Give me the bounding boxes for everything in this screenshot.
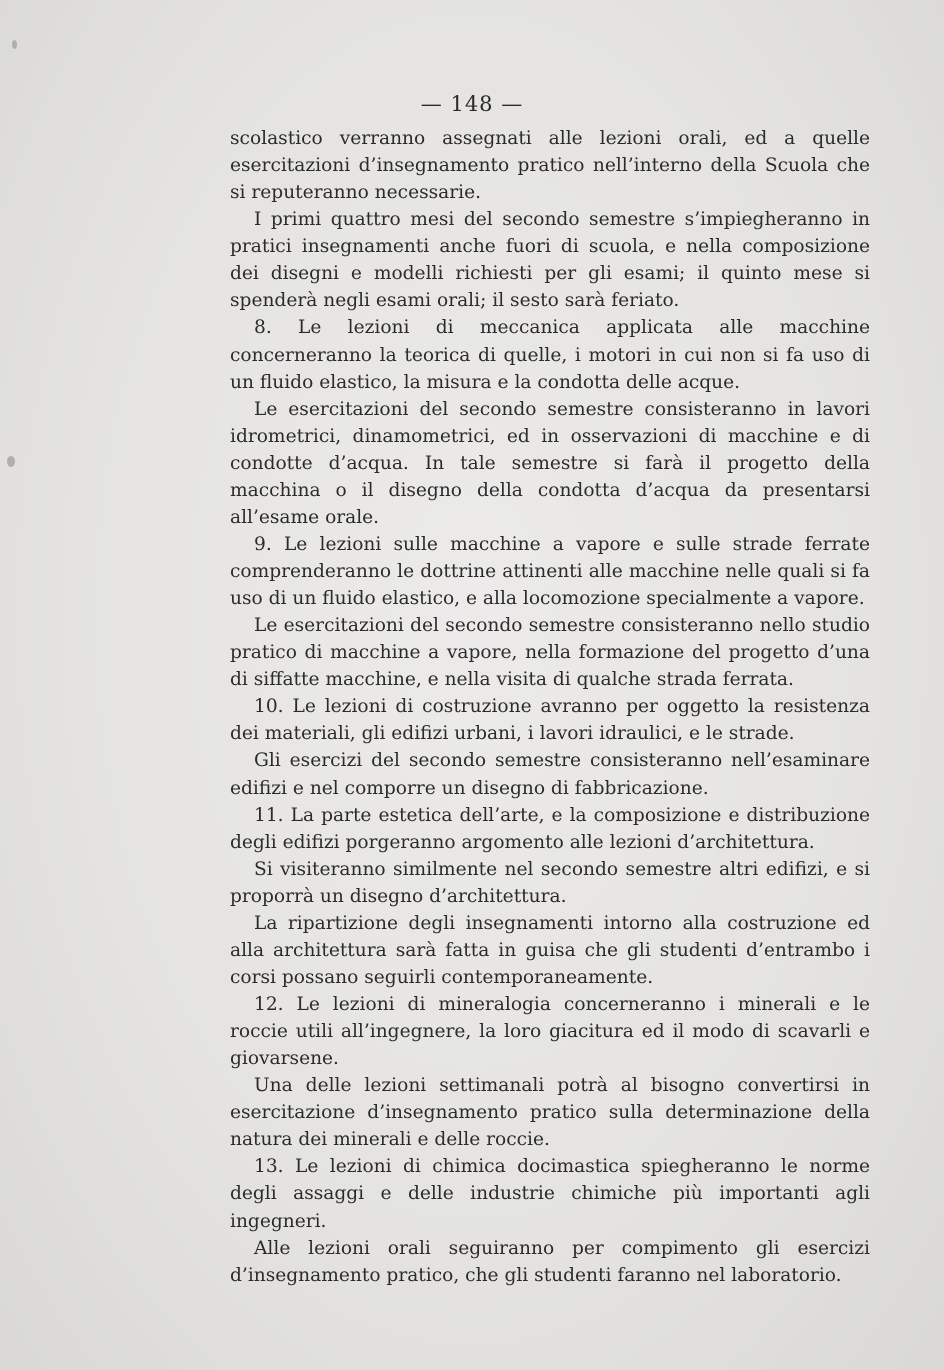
page-number: — 148 — xyxy=(420,92,524,116)
body-text xyxy=(230,125,870,1289)
paragraph: Gli esercizi del secondo semestre consisteranno nell’esaminare edifizi e nel comporre un disegno di fabbricazione. xyxy=(230,750,870,799)
paragraph: 8. Le lezioni di meccanica applicata alle macchine concerneranno la teorica di quelle, i motori in cui non si fa uso di un fluido elastico, la misura e la condotta delle acque. xyxy=(230,317,870,393)
ink-speck xyxy=(7,456,15,467)
paragraph: 13. Le lezioni di chimica docimastica spiegheranno le norme degli assaggi e delle industrie chimiche più importanti agli ingegneri. xyxy=(230,1156,870,1232)
ink-speck xyxy=(12,40,17,49)
paragraph: Le esercitazioni del secondo semestre consisteranno nello studio pratico di macchine a vapore, nella formazione del progetto d’una di siffatte macchine, e nella visita di qualche strada ferrata. xyxy=(230,615,870,691)
paragraph: Si visiteranno similmente nel secondo semestre altri edifizi, e si proporrà un disegno d’architettura. xyxy=(230,858,870,907)
paragraph: La ripartizione degli insegnamenti intorno alla costruzione ed alla architettura sarà fatta in guisa che gli studenti d’entrambo i corsi possano seguirli contemporaneamente. xyxy=(230,912,870,988)
paragraph: 12. Le lezioni di mineralogia concerneranno i minerali e le roccie utili all’ingegnere, la loro giacitura ed il modo di scavarli e giovarsene. xyxy=(230,994,870,1070)
paragraph: I primi quattro mesi del secondo semestre s’impiegheranno in pratici insegnamenti anche fuori di scuola, e nella composizione dei disegni e modelli richiesti per gli esami; il quinto mese si spenderà negli esami orali; il sesto sarà feriato. xyxy=(230,209,870,312)
paragraph: 10. Le lezioni di costruzione avranno per oggetto la resistenza dei materiali, gli edifizi urbani, i lavori idraulici, e le strade. xyxy=(230,696,870,745)
paragraph: Una delle lezioni settimanali potrà al bisogno convertirsi in esercitazione d’insegnamento pratico sulla determinazione della natura dei minerali e delle roccie. xyxy=(230,1075,870,1151)
paragraph: Alle lezioni orali seguiranno per compimento gli esercizi d’insegnamento pratico, che gli studenti faranno nel laboratorio. xyxy=(230,1237,870,1286)
paragraph: 11. La parte estetica dell’arte, e la composizione e distribuzione degli edifizi porgeranno argomento alle lezioni d’architettura. xyxy=(230,804,870,853)
paragraph: scolastico verranno assegnati alle lezioni orali, ed a quelle esercitazioni d’insegnamento pratico nell’interno della Scuola che si reputeranno necessarie. xyxy=(230,128,870,204)
paragraph: Le esercitazioni del secondo semestre consisteranno in lavori idrometrici, dinamometrici, ed in osservazioni di macchine e di condotte d’acqua. In tale semestre si farà il progetto della macchina o il disegno della condotta d’acqua da presentarsi all’esame orale. xyxy=(230,398,870,528)
paragraph: 9. Le lezioni sulle macchine a vapore e sulle strade ferrate comprenderanno le dottrine attinenti alle macchine nelle quali si fa uso di un fluido elastico, e alla locomozione specialmente a vapore. xyxy=(230,533,870,610)
